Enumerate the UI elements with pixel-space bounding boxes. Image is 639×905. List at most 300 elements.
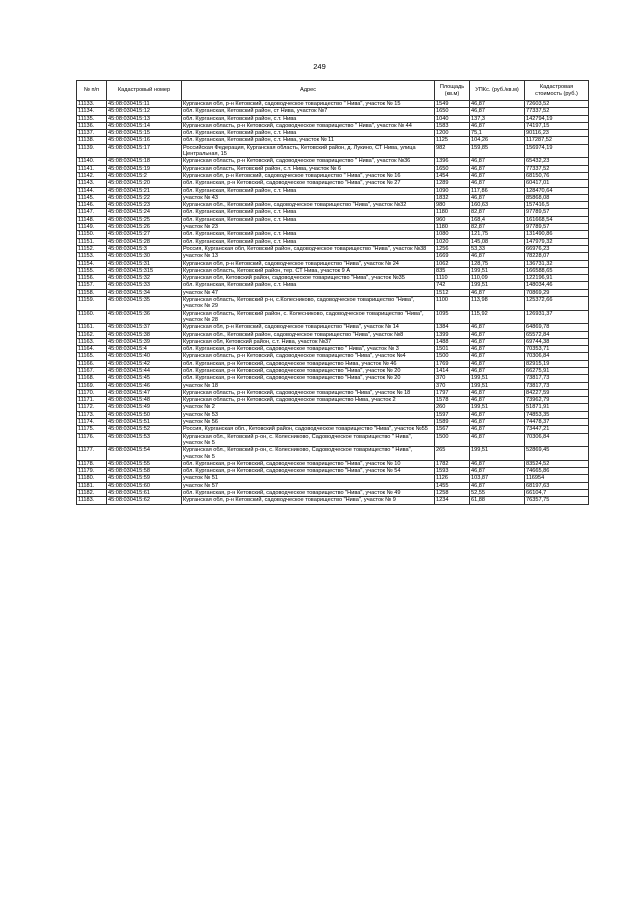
address-cell: Курганская область, р-н Кетовский, садоводческое товарищество " Нива", участок №36 [182, 158, 435, 165]
area-cell: 1512 [435, 289, 470, 296]
cadastral-cost-cell: 68197,63 [525, 482, 589, 489]
area-cell: 1454 [435, 172, 470, 179]
area-cell: 1399 [435, 331, 470, 338]
row-number-cell: 11140. [77, 158, 107, 165]
row-number-cell: 11149. [77, 224, 107, 231]
cadastral-number-cell: 45:08:030415:44 [107, 367, 182, 374]
upks-cell: 113,98 [470, 297, 525, 311]
upks-cell: 46,87 [470, 360, 525, 367]
table-row [77, 310, 589, 324]
cadastral-cost-cell: 90116,23 [525, 130, 589, 137]
area-cell: 1040 [435, 115, 470, 122]
address-cell: Курганская область, Кетовский район, с.т. Нива, участок № 6 [182, 165, 435, 172]
cadastral-cost-cell: 69744,38 [525, 338, 589, 345]
row-number-cell: 11142. [77, 172, 107, 179]
cadastral-number-cell: 45:08:030415:49 [107, 404, 182, 411]
area-cell: 1200 [435, 130, 470, 137]
table-row [77, 216, 589, 223]
cadastral-cost-cell: 65432,23 [525, 158, 589, 165]
table-row [77, 253, 589, 260]
upks-cell: 46,87 [470, 426, 525, 433]
row-number-cell: 11145. [77, 194, 107, 201]
upks-cell: 199,51 [470, 447, 525, 461]
table-row [77, 475, 589, 482]
area-cell: 1180 [435, 224, 470, 231]
upks-cell: 46,87 [470, 122, 525, 129]
row-number-cell: 11147. [77, 209, 107, 216]
cadastral-number-cell: 45:08:030415:26 [107, 224, 182, 231]
address-cell: участок № 18 [182, 382, 435, 389]
address-cell: Курганская обл, р-н Кетовский, садоводческое товарищество "Нива", участок № 14 [182, 324, 435, 331]
row-number-cell: 11163. [77, 338, 107, 345]
area-cell: 1020 [435, 238, 470, 245]
table-row [77, 468, 589, 475]
table-row [77, 158, 589, 165]
address-cell: обл. Курганская, р-н Кетовский, садоводческое товарищество "Нива", участок № 20 [182, 375, 435, 382]
table-row [77, 375, 589, 382]
upks-cell: 46,87 [470, 331, 525, 338]
table-row [77, 202, 589, 209]
address-cell: обл. Курганская, р-н Кетовский, садоводческое товарищество Нива, участок № 46 [182, 360, 435, 367]
address-cell: Курганская обл., Кетовский район, садоводческое товарищество "Нива", участок №32 [182, 202, 435, 209]
address-cell: участок № 23 [182, 224, 435, 231]
table-row [77, 297, 589, 311]
table-row [77, 101, 589, 108]
table-row [77, 194, 589, 201]
upks-cell: 46,87 [470, 397, 525, 404]
table-row [77, 404, 589, 411]
area-cell: 1583 [435, 122, 470, 129]
cadastral-number-cell: 45:08:030415:32 [107, 275, 182, 282]
area-cell: 1455 [435, 482, 470, 489]
cadastral-number-cell: 45:08:030415:2 [107, 172, 182, 179]
cadastral-number-cell: 45:08:030415:30 [107, 253, 182, 260]
table-row [77, 267, 589, 274]
area-cell: 1769 [435, 360, 470, 367]
address-cell: Курганская область, р-н Кетовский, садоводческое товарищество "Нива", участок № 18 [182, 389, 435, 396]
area-cell: 1567 [435, 426, 470, 433]
row-number-cell: 11179. [77, 468, 107, 475]
cadastral-cost-cell: 74478,37 [525, 419, 589, 426]
upks-cell: 159,85 [470, 144, 525, 158]
row-number-cell: 11144. [77, 187, 107, 194]
header-cadastral-number: Кадастровый номер [107, 81, 182, 101]
row-number-cell: 11170. [77, 389, 107, 396]
row-number-cell: 11171. [77, 397, 107, 404]
area-cell: 835 [435, 267, 470, 274]
area-cell: 1500 [435, 433, 470, 447]
header-upks: УПКс. (руб./кв.м) [470, 81, 525, 101]
table-row [77, 447, 589, 461]
cadastral-cost-cell: 52869,45 [525, 447, 589, 461]
cadastral-cost-cell: 74665,86 [525, 468, 589, 475]
cadastral-number-cell: 45:08:030415:3 [107, 245, 182, 252]
area-cell: 742 [435, 282, 470, 289]
header-num: № п/п [77, 81, 107, 101]
row-number-cell: 11153. [77, 253, 107, 260]
address-cell: Курганская область, Кетовский район, тер. СТ Нива, участок 9 А [182, 267, 435, 274]
area-cell: 1289 [435, 180, 470, 187]
upks-cell: 199,51 [470, 375, 525, 382]
address-cell: участок № 57 [182, 482, 435, 489]
address-cell: Курганская область, р-н Кетовский, садоводческое товарищество " Нива", участок № 44 [182, 122, 435, 129]
cadastral-cost-cell: 73817,73 [525, 375, 589, 382]
table-row [77, 411, 589, 418]
area-cell: 1832 [435, 194, 470, 201]
cadastral-number-cell: 45:08:030415:23 [107, 202, 182, 209]
table-row [77, 353, 589, 360]
row-number-cell: 11137. [77, 130, 107, 137]
upks-cell: 46,87 [470, 289, 525, 296]
address-cell: Курганская обл, р-н Кетовский, садоводческое товарищество " Нива", участок № 16 [182, 172, 435, 179]
address-cell: обл. Курганская, Кетовский район, с.т. Нива [182, 216, 435, 223]
table-header-row [77, 81, 589, 101]
address-cell: обл. Курганская, Кетовский район, ст Нива, участок №7 [182, 108, 435, 115]
upks-cell: 145,08 [470, 238, 525, 245]
area-cell: 1782 [435, 460, 470, 467]
cadastral-cost-cell: 70869,29 [525, 289, 589, 296]
address-cell: обл. Курганская, р-н Кетовский, садоводческое товарищество "Нива", участок № 49 [182, 490, 435, 497]
upks-cell: 137,3 [470, 115, 525, 122]
table-row [77, 165, 589, 172]
cadastral-cost-cell: 77337,52 [525, 165, 589, 172]
row-number-cell: 11136. [77, 122, 107, 129]
cadastral-cost-cell: 147979,32 [525, 238, 589, 245]
area-cell: 982 [435, 144, 470, 158]
area-cell: 1500 [435, 353, 470, 360]
table-row [77, 122, 589, 129]
upks-cell: 46,87 [470, 158, 525, 165]
address-cell: Курганская область, Кетовский р-н, с.Колесниково, садоводческое товарищество "Нива", участок № 29 [182, 297, 435, 311]
table-row [77, 382, 589, 389]
upks-cell: 199,51 [470, 267, 525, 274]
cadastral-cost-cell: 73962,79 [525, 397, 589, 404]
cadastral-number-cell: 45:08:030415:35 [107, 297, 182, 311]
cadastral-cost-cell: 116954 [525, 475, 589, 482]
address-cell: обл. Курганская, Кетовский район, с.т. Нива [182, 231, 435, 238]
table-row [77, 137, 589, 144]
table-row [77, 389, 589, 396]
area-cell: 1669 [435, 253, 470, 260]
cadastral-number-cell: 45:08:030415:31 [107, 260, 182, 267]
table-row [77, 482, 589, 489]
address-cell: Курганская область, р-н Кетовский, садоводческое товарищество "Нива", участок №4 [182, 353, 435, 360]
table-row [77, 130, 589, 137]
cadastral-cost-cell: 70353,71 [525, 346, 589, 353]
upks-cell: 115,92 [470, 310, 525, 324]
cadastral-number-cell: 45:08:030415:20 [107, 180, 182, 187]
row-number-cell: 11177. [77, 447, 107, 461]
cadastral-number-cell: 45:08:030415:19 [107, 165, 182, 172]
row-number-cell: 11143. [77, 180, 107, 187]
upks-cell: 46,87 [470, 433, 525, 447]
cadastral-number-cell: 45:08:030415:37 [107, 324, 182, 331]
upks-cell: 46,87 [470, 419, 525, 426]
upks-cell: 46,87 [470, 346, 525, 353]
area-cell: 1062 [435, 260, 470, 267]
area-cell: 1578 [435, 397, 470, 404]
address-cell: обл. Курганская, Кетовский район, с.т. Нива [182, 187, 435, 194]
table-body [77, 101, 589, 505]
cadastral-cost-cell: 72603,52 [525, 101, 589, 108]
address-cell: Курганская обл, Кетовский район, с.т. Нива, участок №37 [182, 338, 435, 345]
cadastral-number-cell: 45:08:030415:315 [107, 267, 182, 274]
cadastral-number-cell: 45:08:030415:55 [107, 460, 182, 467]
cadastral-cost-cell: 83524,52 [525, 460, 589, 467]
cadastral-number-cell: 45:08:030415:12 [107, 108, 182, 115]
header-cadastral-cost: Кадастровая стоимость (руб.) [525, 81, 589, 101]
upks-cell: 46,87 [470, 180, 525, 187]
area-cell: 1258 [435, 490, 470, 497]
address-cell: Курганская обл, р-н Кетовский, садоводческое товарищество "Нива", участок № 9 [182, 497, 435, 504]
table-row [77, 108, 589, 115]
upks-cell: 104,26 [470, 137, 525, 144]
area-cell: 1593 [435, 468, 470, 475]
upks-cell: 46,87 [470, 468, 525, 475]
area-cell: 1650 [435, 108, 470, 115]
cadastral-number-cell: 45:08:030415:54 [107, 447, 182, 461]
cadastral-cost-cell: 82915,19 [525, 360, 589, 367]
table-row [77, 289, 589, 296]
area-cell: 1797 [435, 389, 470, 396]
upks-cell: 199,51 [470, 282, 525, 289]
table-row [77, 209, 589, 216]
cadastral-number-cell: 45:08:030415:27 [107, 231, 182, 238]
upks-cell: 46,87 [470, 460, 525, 467]
address-cell: Российская Федерация, Курганская область, Кетовский район, д. Лукино, СТ Нива, улица Центральная, 15 [182, 144, 435, 158]
cadastral-cost-cell: 65572,84 [525, 331, 589, 338]
upks-cell: 82,87 [470, 224, 525, 231]
cadastral-number-cell: 45:08:030415:25 [107, 216, 182, 223]
row-number-cell: 11146. [77, 202, 107, 209]
cadastral-cost-cell: 122196,91 [525, 275, 589, 282]
address-cell: обл. Курганская, р-н Кетовский, садоводческое товарищество "Нива", участок № 20 [182, 367, 435, 374]
address-cell: участок № 51 [182, 475, 435, 482]
row-number-cell: 11157. [77, 282, 107, 289]
row-number-cell: 11150. [77, 231, 107, 238]
cadastral-cost-cell: 97789,57 [525, 224, 589, 231]
row-number-cell: 11183. [77, 497, 107, 504]
cadastral-cost-cell: 70306,84 [525, 353, 589, 360]
table-row [77, 426, 589, 433]
area-cell: 1080 [435, 231, 470, 238]
cadastral-number-cell: 45:08:030415:24 [107, 209, 182, 216]
cadastral-number-cell: 45:08:030415:16 [107, 137, 182, 144]
address-cell: обл. Курганская, Кетовский район, с.т. Нива [182, 209, 435, 216]
row-number-cell: 11180. [77, 475, 107, 482]
area-cell: 960 [435, 216, 470, 223]
table-row [77, 144, 589, 158]
row-number-cell: 11175. [77, 426, 107, 433]
area-cell: 1396 [435, 158, 470, 165]
row-number-cell: 11174. [77, 419, 107, 426]
cadastral-number-cell: 45:08:030415:40 [107, 353, 182, 360]
address-cell: обл. Курганская, Кетовский район, с.т. Нива [182, 115, 435, 122]
upks-cell: 52,55 [470, 490, 525, 497]
cadastral-cost-cell: 64869,78 [525, 324, 589, 331]
cadastral-number-cell: 45:08:030415:36 [107, 310, 182, 324]
cadastral-number-cell: 45:08:030415:4 [107, 346, 182, 353]
table-row [77, 497, 589, 504]
table-row [77, 346, 589, 353]
row-number-cell: 11139. [77, 144, 107, 158]
upks-cell: 46,87 [470, 389, 525, 396]
address-cell: Курганская обл., Кетовский район, садоводческое товарищество "Нива", участок №8 [182, 331, 435, 338]
table-row [77, 180, 589, 187]
address-cell: обл. Курганская, р-н Кетовский, садоводческое товарищество " Нива", участок № 3 [182, 346, 435, 353]
cadastral-cost-cell: 157416,5 [525, 202, 589, 209]
upks-cell: 117,86 [470, 187, 525, 194]
table-row [77, 419, 589, 426]
cadastral-cost-cell: 66976,23 [525, 245, 589, 252]
cadastral-cost-cell: 78228,07 [525, 253, 589, 260]
cadastral-number-cell: 45:08:030415:38 [107, 331, 182, 338]
cadastral-number-cell: 45:08:030415:59 [107, 475, 182, 482]
cadastral-registry-table [76, 80, 589, 505]
area-cell: 370 [435, 375, 470, 382]
row-number-cell: 11152. [77, 245, 107, 252]
row-number-cell: 11182. [77, 490, 107, 497]
cadastral-number-cell: 45:08:030415:34 [107, 289, 182, 296]
address-cell: Россия, Курганская обл., Кетовский район, садоводческое товарищество "Нива", участок №55 [182, 426, 435, 433]
cadastral-number-cell: 45:08:030415:21 [107, 187, 182, 194]
upks-cell: 103,87 [470, 475, 525, 482]
area-cell: 1384 [435, 324, 470, 331]
cadastral-cost-cell: 76357,75 [525, 497, 589, 504]
area-cell: 1549 [435, 101, 470, 108]
upks-cell: 199,51 [470, 382, 525, 389]
area-cell: 1589 [435, 419, 470, 426]
row-number-cell: 11165. [77, 353, 107, 360]
cadastral-number-cell: 45:08:030415:62 [107, 497, 182, 504]
row-number-cell: 11164. [77, 346, 107, 353]
cadastral-cost-cell: 131490,86 [525, 231, 589, 238]
area-cell: 1488 [435, 338, 470, 345]
cadastral-cost-cell: 166588,65 [525, 267, 589, 274]
table-row [77, 275, 589, 282]
address-cell: Россия, Курганская обл, Кетовский район, садоводческое товарищество "Нива", участок №38 [182, 245, 435, 252]
cadastral-cost-cell: 126931,37 [525, 310, 589, 324]
row-number-cell: 11181. [77, 482, 107, 489]
address-cell: обл. Курганская, Кетовский район, с.т. Нива, участок № 11 [182, 137, 435, 144]
row-number-cell: 11166. [77, 360, 107, 367]
area-cell: 1125 [435, 137, 470, 144]
address-cell: Курганская область, Кетовский район, с. Колесниково, садоводческое товарищество "Нива", участок № 28 [182, 310, 435, 324]
area-cell: 265 [435, 447, 470, 461]
row-number-cell: 11159. [77, 297, 107, 311]
cadastral-number-cell: 45:08:030415:47 [107, 389, 182, 396]
row-number-cell: 11173. [77, 411, 107, 418]
cadastral-number-cell: 45:08:030415:13 [107, 115, 182, 122]
cadastral-cost-cell: 60417,01 [525, 180, 589, 187]
area-cell: 1501 [435, 346, 470, 353]
area-cell: 1110 [435, 275, 470, 282]
cadastral-number-cell: 45:08:030415:61 [107, 490, 182, 497]
cadastral-cost-cell: 117287,52 [525, 137, 589, 144]
cadastral-cost-cell: 74197,15 [525, 122, 589, 129]
upks-cell: 46,87 [470, 411, 525, 418]
area-cell: 1597 [435, 411, 470, 418]
upks-cell: 199,51 [470, 404, 525, 411]
upks-cell: 46,87 [470, 101, 525, 108]
row-number-cell: 11135. [77, 115, 107, 122]
row-number-cell: 11148. [77, 216, 107, 223]
cadastral-number-cell: 45:08:030415:53 [107, 433, 182, 447]
cadastral-number-cell: 45:08:030415:22 [107, 194, 182, 201]
row-number-cell: 11169. [77, 382, 107, 389]
row-number-cell: 11156. [77, 275, 107, 282]
upks-cell: 46,87 [470, 353, 525, 360]
cadastral-cost-cell: 73447,21 [525, 426, 589, 433]
cadastral-cost-cell: 77337,52 [525, 108, 589, 115]
address-cell: участок № 43 [182, 194, 435, 201]
upks-cell: 61,88 [470, 497, 525, 504]
upks-cell: 121,75 [470, 231, 525, 238]
table-row [77, 324, 589, 331]
cadastral-number-cell: 45:08:030415:39 [107, 338, 182, 345]
address-cell: участок № 2 [182, 404, 435, 411]
header-address: Адрес [182, 81, 435, 101]
upks-cell: 128,75 [470, 260, 525, 267]
cadastral-number-cell: 45:08:030415:45 [107, 375, 182, 382]
area-cell: 1414 [435, 367, 470, 374]
table-row [77, 360, 589, 367]
row-number-cell: 11160. [77, 310, 107, 324]
address-cell: Курганская обл, р-н Кетовский, садоводческое товарищество "Нива", участок № 24 [182, 260, 435, 267]
cadastral-cost-cell: 128470,64 [525, 187, 589, 194]
cadastral-cost-cell: 84227,59 [525, 389, 589, 396]
row-number-cell: 11172. [77, 404, 107, 411]
row-number-cell: 11178. [77, 460, 107, 467]
cadastral-number-cell: 45:08:030415:18 [107, 158, 182, 165]
cadastral-number-cell: 45:08:030415:50 [107, 411, 182, 418]
cadastral-cost-cell: 142794,19 [525, 115, 589, 122]
area-cell: 1234 [435, 497, 470, 504]
cadastral-number-cell: 45:08:030415:60 [107, 482, 182, 489]
cadastral-cost-cell: 66104,7 [525, 490, 589, 497]
address-cell: участок № 47 [182, 289, 435, 296]
cadastral-cost-cell: 161668,54 [525, 216, 589, 223]
table-row [77, 433, 589, 447]
table-row [77, 490, 589, 497]
address-cell: обл. Курганская, Кетовский район, с.т. Нива [182, 238, 435, 245]
area-cell: 1256 [435, 245, 470, 252]
upks-cell: 46,87 [470, 482, 525, 489]
table-row [77, 282, 589, 289]
cadastral-cost-cell: 136731,32 [525, 260, 589, 267]
area-cell: 260 [435, 404, 470, 411]
address-cell: участок № 53 [182, 411, 435, 418]
address-cell: Курганская обл, р-н Кетовский, садоводческое товарищество " Нива", участок № 15 [182, 101, 435, 108]
cadastral-number-cell: 45:08:030415:17 [107, 144, 182, 158]
address-cell: Курганская обл, Кетовский район, садоводческое товарищество "Нива", участок №35 [182, 275, 435, 282]
row-number-cell: 11168. [77, 375, 107, 382]
row-number-cell: 11161. [77, 324, 107, 331]
row-number-cell: 11141. [77, 165, 107, 172]
header-area: Площадь (кв.м) [435, 81, 470, 101]
cadastral-cost-cell: 68150,76 [525, 172, 589, 179]
upks-cell: 46,87 [470, 108, 525, 115]
row-number-cell: 11133. [77, 101, 107, 108]
cadastral-number-cell: 45:08:030415:58 [107, 468, 182, 475]
address-cell: обл. Курганская, Кетовский район, с.т. Нива [182, 130, 435, 137]
cadastral-cost-cell: 156974,19 [525, 144, 589, 158]
table-row [77, 172, 589, 179]
address-cell: Курганская обл., Кетовский р-он, с. Колесниково, Садоводческое товарищество " Нива", участок № 5 [182, 447, 435, 461]
upks-cell: 46,87 [470, 338, 525, 345]
upks-cell: 46,87 [470, 367, 525, 374]
cadastral-cost-cell: 73817,73 [525, 382, 589, 389]
